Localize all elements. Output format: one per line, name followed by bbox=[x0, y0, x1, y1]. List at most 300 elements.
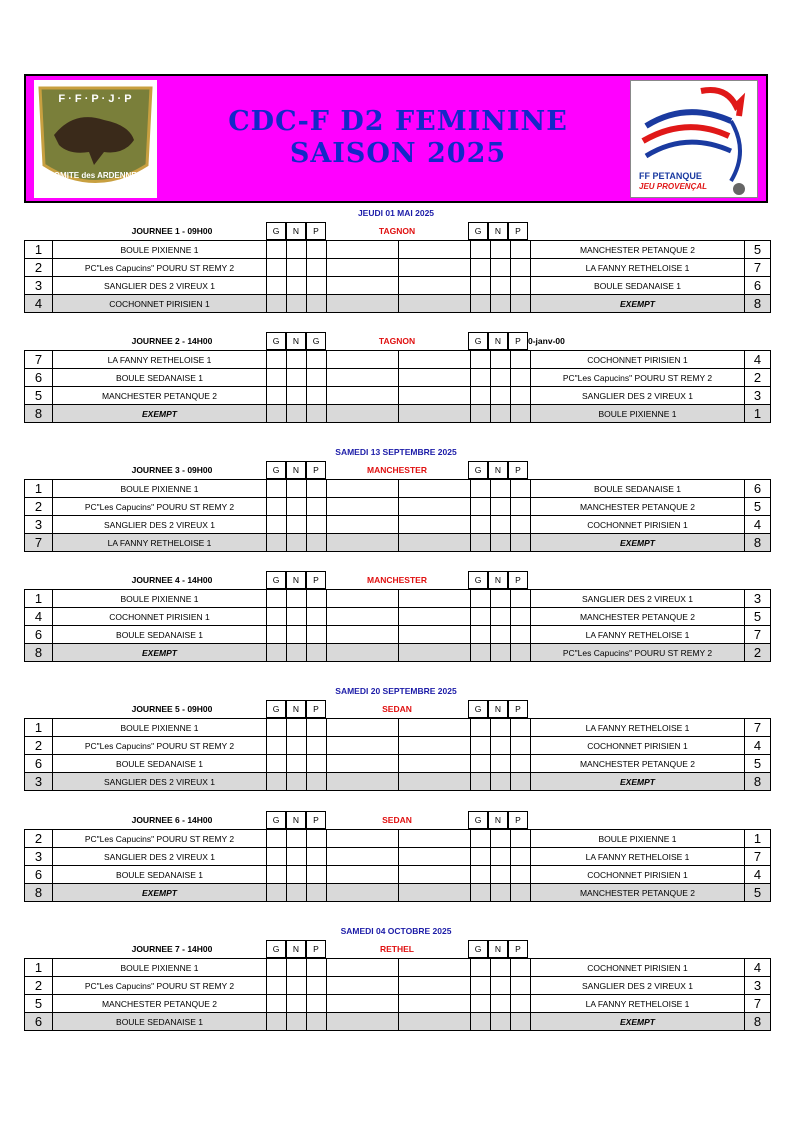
result-cell-2[interactable] bbox=[399, 848, 471, 866]
score-cell-g1[interactable] bbox=[267, 737, 287, 755]
match-row bbox=[25, 387, 771, 405]
svg-text:JEU PROVENÇAL: JEU PROVENÇAL bbox=[639, 182, 708, 191]
result-cell-2[interactable] bbox=[399, 959, 471, 977]
score-cell-n1[interactable] bbox=[287, 830, 307, 848]
matches-table bbox=[24, 718, 771, 791]
team2-name: SANGLIER DES 2 VIREUX 1 bbox=[531, 977, 745, 995]
result-cell-1[interactable] bbox=[327, 884, 399, 902]
score-cell-g1[interactable] bbox=[267, 959, 287, 977]
score-cell-n2[interactable] bbox=[491, 866, 511, 884]
result-cell-2[interactable] bbox=[399, 755, 471, 773]
score-cell-p2[interactable] bbox=[511, 590, 531, 608]
result-cell-2[interactable] bbox=[399, 719, 471, 737]
score-cell-p2[interactable] bbox=[511, 959, 531, 977]
score-cell-p2[interactable] bbox=[511, 773, 531, 791]
score-cell-g2[interactable] bbox=[471, 626, 491, 644]
score-cell-n1[interactable] bbox=[287, 995, 307, 1013]
result-cell-2[interactable] bbox=[399, 830, 471, 848]
score-cell-g1[interactable] bbox=[267, 516, 287, 534]
team2-number: 7 bbox=[745, 995, 771, 1013]
score-cell-g1[interactable] bbox=[267, 608, 287, 626]
score-cell-g2[interactable] bbox=[471, 295, 491, 313]
result-cell-1[interactable] bbox=[327, 295, 399, 313]
score-cell-p1[interactable] bbox=[307, 405, 327, 423]
column-header-left: G bbox=[266, 332, 286, 350]
team2-number: 8 bbox=[745, 534, 771, 552]
journee-title: JOURNEE 6 - 14H00 bbox=[131, 815, 213, 825]
team1-number: 6 bbox=[25, 1013, 53, 1031]
team1-number: 8 bbox=[25, 644, 53, 662]
match-row bbox=[25, 498, 771, 516]
team2-number: 1 bbox=[745, 830, 771, 848]
score-cell-p1[interactable] bbox=[307, 351, 327, 369]
score-cell-p1[interactable] bbox=[307, 241, 327, 259]
team2-number: 1 bbox=[745, 405, 771, 423]
score-cell-n1[interactable] bbox=[287, 480, 307, 498]
score-cell-g2[interactable] bbox=[471, 1013, 491, 1031]
score-cell-n2[interactable] bbox=[491, 755, 511, 773]
score-cell-g1[interactable] bbox=[267, 241, 287, 259]
result-cell-1[interactable] bbox=[327, 241, 399, 259]
team1-name: BOULE PIXIENNE 1 bbox=[53, 241, 267, 259]
result-cell-2[interactable] bbox=[399, 241, 471, 259]
column-header-left: N bbox=[286, 940, 306, 958]
score-cell-p2[interactable] bbox=[511, 977, 531, 995]
team1-name: EXEMPT bbox=[53, 884, 267, 902]
column-header-right: G bbox=[468, 700, 488, 718]
match-row bbox=[25, 995, 771, 1013]
score-cell-n1[interactable] bbox=[287, 295, 307, 313]
score-cell-g2[interactable] bbox=[471, 590, 491, 608]
result-cell-2[interactable] bbox=[399, 369, 471, 387]
match-row bbox=[25, 351, 771, 369]
score-cell-p1[interactable] bbox=[307, 866, 327, 884]
score-cell-g1[interactable] bbox=[267, 277, 287, 295]
team2-number: 8 bbox=[745, 295, 771, 313]
score-cell-p2[interactable] bbox=[511, 626, 531, 644]
match-row bbox=[25, 830, 771, 848]
score-cell-n1[interactable] bbox=[287, 1013, 307, 1031]
result-cell-2[interactable] bbox=[399, 626, 471, 644]
svg-text:COMITE des ARDENNES: COMITE des ARDENNES bbox=[48, 171, 142, 180]
score-cell-g1[interactable] bbox=[267, 1013, 287, 1031]
column-header-right: G bbox=[468, 222, 488, 240]
team2-name: LA FANNY RETHELOISE 1 bbox=[531, 719, 745, 737]
column-header-right: N bbox=[488, 461, 508, 479]
score-cell-n2[interactable] bbox=[491, 387, 511, 405]
score-cell-p1[interactable] bbox=[307, 259, 327, 277]
result-cell-1[interactable] bbox=[327, 387, 399, 405]
result-cell-2[interactable] bbox=[399, 480, 471, 498]
match-row bbox=[25, 773, 771, 791]
score-cell-p1[interactable] bbox=[307, 995, 327, 1013]
team1-name: PC"Les Capucins" POURU ST REMY 2 bbox=[53, 977, 267, 995]
score-cell-g2[interactable] bbox=[471, 498, 491, 516]
team1-name: LA FANNY RETHELOISE 1 bbox=[53, 534, 267, 552]
score-cell-p1[interactable] bbox=[307, 959, 327, 977]
score-cell-n2[interactable] bbox=[491, 773, 511, 791]
column-header-left: N bbox=[286, 332, 306, 350]
result-cell-1[interactable] bbox=[327, 830, 399, 848]
score-cell-p1[interactable] bbox=[307, 626, 327, 644]
score-cell-n2[interactable] bbox=[491, 830, 511, 848]
score-cell-n2[interactable] bbox=[491, 719, 511, 737]
header-banner bbox=[24, 74, 768, 203]
score-cell-n2[interactable] bbox=[491, 995, 511, 1013]
result-cell-2[interactable] bbox=[399, 590, 471, 608]
score-cell-p2[interactable] bbox=[511, 719, 531, 737]
result-cell-1[interactable] bbox=[327, 259, 399, 277]
score-cell-n2[interactable] bbox=[491, 848, 511, 866]
score-cell-n2[interactable] bbox=[491, 644, 511, 662]
score-cell-n2[interactable] bbox=[491, 241, 511, 259]
score-cell-p1[interactable] bbox=[307, 295, 327, 313]
score-cell-g2[interactable] bbox=[471, 480, 491, 498]
score-cell-n2[interactable] bbox=[491, 608, 511, 626]
journee-block bbox=[24, 332, 770, 423]
score-cell-g1[interactable] bbox=[267, 719, 287, 737]
result-cell-2[interactable] bbox=[399, 534, 471, 552]
result-cell-1[interactable] bbox=[327, 369, 399, 387]
score-cell-g1[interactable] bbox=[267, 259, 287, 277]
score-cell-n2[interactable] bbox=[491, 369, 511, 387]
matches-table bbox=[24, 350, 771, 423]
matches-table bbox=[24, 479, 771, 552]
score-cell-n1[interactable] bbox=[287, 259, 307, 277]
score-cell-g1[interactable] bbox=[267, 884, 287, 902]
team2-name: BOULE SEDANAISE 1 bbox=[531, 277, 745, 295]
score-cell-g1[interactable] bbox=[267, 405, 287, 423]
score-cell-g2[interactable] bbox=[471, 259, 491, 277]
score-cell-g1[interactable] bbox=[267, 295, 287, 313]
venue-name: MANCHESTER bbox=[367, 465, 427, 475]
team2-number: 4 bbox=[745, 516, 771, 534]
score-cell-p1[interactable] bbox=[307, 773, 327, 791]
result-cell-1[interactable] bbox=[327, 977, 399, 995]
score-cell-p1[interactable] bbox=[307, 590, 327, 608]
journee-title: JOURNEE 7 - 14H00 bbox=[131, 944, 213, 954]
journee-header bbox=[24, 571, 770, 589]
column-header-left: G bbox=[266, 461, 286, 479]
score-cell-g1[interactable] bbox=[267, 590, 287, 608]
score-cell-n1[interactable] bbox=[287, 737, 307, 755]
score-cell-n1[interactable] bbox=[287, 608, 307, 626]
score-cell-n2[interactable] bbox=[491, 626, 511, 644]
score-cell-g2[interactable] bbox=[471, 884, 491, 902]
team2-number: 5 bbox=[745, 241, 771, 259]
score-cell-g2[interactable] bbox=[471, 516, 491, 534]
score-cell-p2[interactable] bbox=[511, 608, 531, 626]
score-cell-g1[interactable] bbox=[267, 773, 287, 791]
team1-name: BOULE SEDANAISE 1 bbox=[53, 369, 267, 387]
score-cell-n1[interactable] bbox=[287, 626, 307, 644]
score-cell-n2[interactable] bbox=[491, 295, 511, 313]
score-cell-n2[interactable] bbox=[491, 259, 511, 277]
score-cell-p1[interactable] bbox=[307, 369, 327, 387]
result-cell-2[interactable] bbox=[399, 773, 471, 791]
score-cell-g1[interactable] bbox=[267, 480, 287, 498]
result-cell-2[interactable] bbox=[399, 277, 471, 295]
result-cell-1[interactable] bbox=[327, 534, 399, 552]
score-cell-g2[interactable] bbox=[471, 719, 491, 737]
score-cell-p1[interactable] bbox=[307, 977, 327, 995]
score-cell-n2[interactable] bbox=[491, 405, 511, 423]
score-cell-n1[interactable] bbox=[287, 369, 307, 387]
score-cell-g1[interactable] bbox=[267, 351, 287, 369]
score-cell-p2[interactable] bbox=[511, 241, 531, 259]
score-cell-n2[interactable] bbox=[491, 480, 511, 498]
result-cell-2[interactable] bbox=[399, 995, 471, 1013]
team1-number: 6 bbox=[25, 369, 53, 387]
result-cell-1[interactable] bbox=[327, 995, 399, 1013]
score-cell-n1[interactable] bbox=[287, 405, 307, 423]
result-cell-1[interactable] bbox=[327, 719, 399, 737]
score-cell-n1[interactable] bbox=[287, 959, 307, 977]
result-cell-1[interactable] bbox=[327, 644, 399, 662]
score-cell-p1[interactable] bbox=[307, 480, 327, 498]
column-header-right: G bbox=[468, 332, 488, 350]
result-cell-1[interactable] bbox=[327, 773, 399, 791]
score-cell-n1[interactable] bbox=[287, 884, 307, 902]
score-cell-n1[interactable] bbox=[287, 866, 307, 884]
score-cell-n1[interactable] bbox=[287, 277, 307, 295]
score-cell-g2[interactable] bbox=[471, 977, 491, 995]
score-cell-p2[interactable] bbox=[511, 405, 531, 423]
result-cell-2[interactable] bbox=[399, 405, 471, 423]
journee-title: JOURNEE 4 - 14H00 bbox=[131, 575, 213, 585]
column-header-left: N bbox=[286, 811, 306, 829]
score-cell-n2[interactable] bbox=[491, 884, 511, 902]
team1-number: 8 bbox=[25, 405, 53, 423]
team2-number: 5 bbox=[745, 755, 771, 773]
result-cell-2[interactable] bbox=[399, 498, 471, 516]
column-header-right: G bbox=[468, 461, 488, 479]
result-cell-2[interactable] bbox=[399, 387, 471, 405]
column-header-left: G bbox=[266, 811, 286, 829]
result-cell-1[interactable] bbox=[327, 277, 399, 295]
result-cell-2[interactable] bbox=[399, 516, 471, 534]
score-cell-p2[interactable] bbox=[511, 884, 531, 902]
score-cell-n2[interactable] bbox=[491, 1013, 511, 1031]
score-cell-g2[interactable] bbox=[471, 351, 491, 369]
score-cell-g1[interactable] bbox=[267, 534, 287, 552]
score-cell-n1[interactable] bbox=[287, 644, 307, 662]
result-cell-1[interactable] bbox=[327, 737, 399, 755]
team2-number: 3 bbox=[745, 590, 771, 608]
result-cell-2[interactable] bbox=[399, 884, 471, 902]
score-cell-p2[interactable] bbox=[511, 534, 531, 552]
score-cell-p1[interactable] bbox=[307, 608, 327, 626]
result-cell-1[interactable] bbox=[327, 755, 399, 773]
score-cell-n2[interactable] bbox=[491, 737, 511, 755]
result-cell-1[interactable] bbox=[327, 590, 399, 608]
column-header-left: G bbox=[266, 700, 286, 718]
journee-header bbox=[24, 461, 770, 479]
team2-name: PC"Les Capucins" POURU ST REMY 2 bbox=[531, 369, 745, 387]
match-row bbox=[25, 295, 771, 313]
score-cell-g2[interactable] bbox=[471, 866, 491, 884]
team1-number: 1 bbox=[25, 719, 53, 737]
score-cell-n1[interactable] bbox=[287, 534, 307, 552]
score-cell-n1[interactable] bbox=[287, 773, 307, 791]
score-cell-g2[interactable] bbox=[471, 773, 491, 791]
result-cell-1[interactable] bbox=[327, 405, 399, 423]
score-cell-g2[interactable] bbox=[471, 959, 491, 977]
score-cell-g1[interactable] bbox=[267, 977, 287, 995]
score-cell-p1[interactable] bbox=[307, 387, 327, 405]
match-row bbox=[25, 644, 771, 662]
score-cell-g1[interactable] bbox=[267, 830, 287, 848]
score-cell-g1[interactable] bbox=[267, 866, 287, 884]
score-cell-g2[interactable] bbox=[471, 277, 491, 295]
score-cell-g1[interactable] bbox=[267, 498, 287, 516]
score-cell-p2[interactable] bbox=[511, 295, 531, 313]
column-header-right: P bbox=[508, 461, 528, 479]
result-cell-1[interactable] bbox=[327, 959, 399, 977]
score-cell-g1[interactable] bbox=[267, 626, 287, 644]
score-cell-g2[interactable] bbox=[471, 995, 491, 1013]
column-header-left: P bbox=[306, 571, 326, 589]
score-cell-p2[interactable] bbox=[511, 644, 531, 662]
result-cell-1[interactable] bbox=[327, 608, 399, 626]
team2-number: 7 bbox=[745, 259, 771, 277]
team1-name: MANCHESTER PETANQUE 2 bbox=[53, 387, 267, 405]
result-cell-2[interactable] bbox=[399, 1013, 471, 1031]
score-cell-p2[interactable] bbox=[511, 1013, 531, 1031]
result-cell-1[interactable] bbox=[327, 498, 399, 516]
score-cell-g2[interactable] bbox=[471, 830, 491, 848]
score-cell-n1[interactable] bbox=[287, 387, 307, 405]
result-cell-1[interactable] bbox=[327, 480, 399, 498]
score-cell-n1[interactable] bbox=[287, 719, 307, 737]
result-cell-1[interactable] bbox=[327, 848, 399, 866]
team1-number: 1 bbox=[25, 590, 53, 608]
score-cell-g2[interactable] bbox=[471, 405, 491, 423]
score-cell-p1[interactable] bbox=[307, 830, 327, 848]
score-cell-n1[interactable] bbox=[287, 516, 307, 534]
score-cell-n2[interactable] bbox=[491, 516, 511, 534]
score-cell-n1[interactable] bbox=[287, 590, 307, 608]
score-cell-n2[interactable] bbox=[491, 590, 511, 608]
score-cell-g1[interactable] bbox=[267, 995, 287, 1013]
score-cell-p1[interactable] bbox=[307, 884, 327, 902]
score-cell-g2[interactable] bbox=[471, 369, 491, 387]
score-cell-p2[interactable] bbox=[511, 755, 531, 773]
score-cell-p2[interactable] bbox=[511, 866, 531, 884]
score-cell-p1[interactable] bbox=[307, 755, 327, 773]
score-cell-p2[interactable] bbox=[511, 516, 531, 534]
score-cell-p2[interactable] bbox=[511, 259, 531, 277]
match-row bbox=[25, 590, 771, 608]
journee-title: JOURNEE 5 - 09H00 bbox=[131, 704, 213, 714]
score-cell-p1[interactable] bbox=[307, 534, 327, 552]
score-cell-g2[interactable] bbox=[471, 755, 491, 773]
team1-number: 4 bbox=[25, 608, 53, 626]
score-cell-p2[interactable] bbox=[511, 498, 531, 516]
result-cell-2[interactable] bbox=[399, 866, 471, 884]
score-cell-p2[interactable] bbox=[511, 387, 531, 405]
score-cell-g2[interactable] bbox=[471, 608, 491, 626]
score-cell-p2[interactable] bbox=[511, 830, 531, 848]
score-cell-n2[interactable] bbox=[491, 498, 511, 516]
score-cell-n1[interactable] bbox=[287, 977, 307, 995]
result-cell-1[interactable] bbox=[327, 626, 399, 644]
score-cell-p2[interactable] bbox=[511, 277, 531, 295]
score-cell-g2[interactable] bbox=[471, 241, 491, 259]
score-cell-p2[interactable] bbox=[511, 848, 531, 866]
title-line-1: CDC-F D2 FEMININE bbox=[228, 106, 568, 137]
score-cell-g2[interactable] bbox=[471, 848, 491, 866]
score-cell-g1[interactable] bbox=[267, 755, 287, 773]
result-cell-2[interactable] bbox=[399, 295, 471, 313]
score-cell-n2[interactable] bbox=[491, 959, 511, 977]
score-cell-g2[interactable] bbox=[471, 387, 491, 405]
score-cell-n1[interactable] bbox=[287, 498, 307, 516]
result-cell-1[interactable] bbox=[327, 1013, 399, 1031]
result-cell-2[interactable] bbox=[399, 977, 471, 995]
result-cell-1[interactable] bbox=[327, 866, 399, 884]
score-cell-n1[interactable] bbox=[287, 755, 307, 773]
result-cell-1[interactable] bbox=[327, 351, 399, 369]
team2-number: 8 bbox=[745, 773, 771, 791]
score-cell-p1[interactable] bbox=[307, 516, 327, 534]
score-cell-p2[interactable] bbox=[511, 369, 531, 387]
score-cell-p1[interactable] bbox=[307, 737, 327, 755]
score-cell-p1[interactable] bbox=[307, 498, 327, 516]
score-cell-g2[interactable] bbox=[471, 644, 491, 662]
result-cell-2[interactable] bbox=[399, 351, 471, 369]
score-cell-n1[interactable] bbox=[287, 241, 307, 259]
result-cell-1[interactable] bbox=[327, 516, 399, 534]
score-cell-n2[interactable] bbox=[491, 277, 511, 295]
score-cell-n2[interactable] bbox=[491, 534, 511, 552]
score-cell-p2[interactable] bbox=[511, 737, 531, 755]
score-cell-p2[interactable] bbox=[511, 351, 531, 369]
score-cell-g2[interactable] bbox=[471, 737, 491, 755]
column-header-left: P bbox=[306, 940, 326, 958]
result-cell-2[interactable] bbox=[399, 608, 471, 626]
journee-header bbox=[24, 811, 770, 829]
team1-number: 3 bbox=[25, 848, 53, 866]
score-cell-p2[interactable] bbox=[511, 995, 531, 1013]
score-cell-p1[interactable] bbox=[307, 277, 327, 295]
column-header-right: P bbox=[508, 332, 528, 350]
score-cell-n1[interactable] bbox=[287, 848, 307, 866]
team1-name: COCHONNET PIRISIEN 1 bbox=[53, 295, 267, 313]
score-cell-p1[interactable] bbox=[307, 719, 327, 737]
score-cell-g1[interactable] bbox=[267, 387, 287, 405]
score-cell-n1[interactable] bbox=[287, 351, 307, 369]
result-cell-2[interactable] bbox=[399, 259, 471, 277]
match-row bbox=[25, 405, 771, 423]
result-cell-2[interactable] bbox=[399, 737, 471, 755]
result-cell-2[interactable] bbox=[399, 644, 471, 662]
column-header-right: N bbox=[488, 571, 508, 589]
score-cell-g1[interactable] bbox=[267, 848, 287, 866]
score-cell-n2[interactable] bbox=[491, 977, 511, 995]
score-cell-p2[interactable] bbox=[511, 480, 531, 498]
column-header-right: P bbox=[508, 222, 528, 240]
score-cell-g1[interactable] bbox=[267, 644, 287, 662]
team2-name: SANGLIER DES 2 VIREUX 1 bbox=[531, 387, 745, 405]
team2-number: 3 bbox=[745, 387, 771, 405]
score-cell-p1[interactable] bbox=[307, 644, 327, 662]
score-cell-n2[interactable] bbox=[491, 351, 511, 369]
score-cell-g1[interactable] bbox=[267, 369, 287, 387]
score-cell-p1[interactable] bbox=[307, 848, 327, 866]
score-cell-p1[interactable] bbox=[307, 1013, 327, 1031]
score-cell-g2[interactable] bbox=[471, 534, 491, 552]
